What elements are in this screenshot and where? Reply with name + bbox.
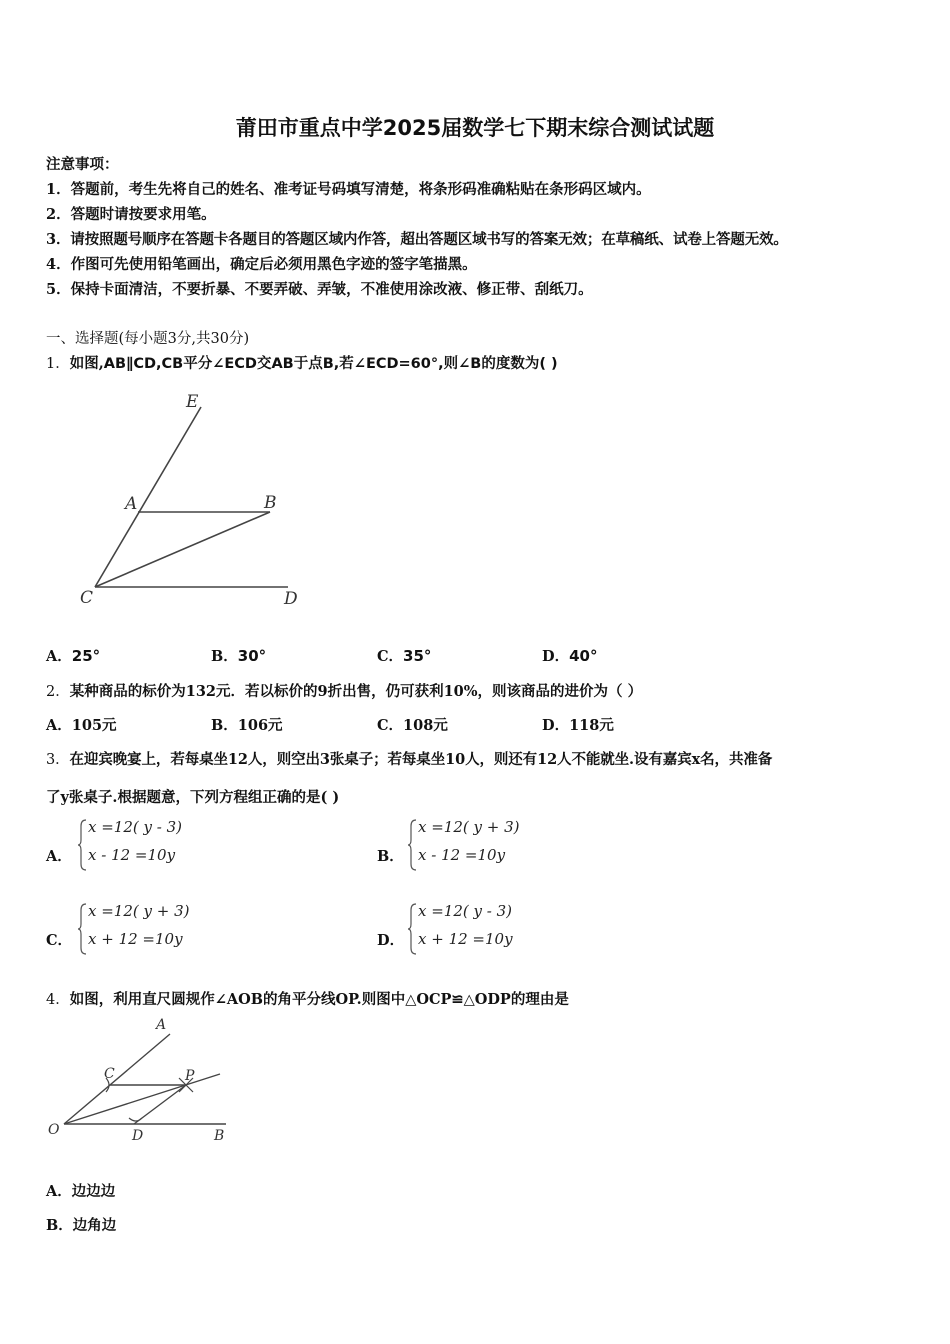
question-1-text: 1．如图,AB∥CD,CB平分∠ECD交AB于点B,若∠ECD=60°,则∠B的度数为( ) bbox=[46, 355, 558, 372]
q2-option-a[interactable]: A．105元 bbox=[46, 717, 117, 734]
label-c: C bbox=[80, 588, 94, 608]
notice-item: 2．答题时请按要求用笔。 bbox=[46, 206, 216, 223]
q4-option-a[interactable]: A．边边边 bbox=[46, 1183, 116, 1200]
brace-icon bbox=[408, 902, 418, 956]
label-p: P bbox=[185, 1068, 195, 1084]
label-b: B bbox=[214, 1128, 225, 1144]
line-cb bbox=[95, 512, 270, 587]
notice-item: 3．请按照题号顺序在答题卡各题目的答题区域内作答，超出答题区域书写的答案无效；在草稿纸、试卷上答题无效。 bbox=[46, 231, 788, 248]
equation: x =12( y + 3) bbox=[418, 818, 520, 836]
q1-option-a[interactable]: A．25° bbox=[46, 647, 101, 665]
question-3-text-line1: 3．在迎宾晚宴上，若每桌坐12人，则空出3张桌子；若每桌坐10人，则还有12人不能就坐.设有嘉宾x名，共准备 bbox=[46, 751, 773, 768]
page-title: 莆田市重点中学2025届数学七下期末综合测试试题 bbox=[235, 116, 715, 140]
equation: x =12( y - 3) bbox=[418, 902, 512, 920]
arc-mark-d bbox=[129, 1118, 142, 1121]
equation: x + 12 =10y bbox=[418, 930, 513, 948]
label-a: A bbox=[156, 1017, 167, 1033]
q2-option-d[interactable]: D．118元 bbox=[542, 717, 614, 734]
notice-item: 1．答题前，考生先将自己的姓名、准考证号码填写清楚，将条形码准确粘贴在条形码区域内。 bbox=[46, 181, 651, 198]
label-c: C bbox=[104, 1066, 115, 1082]
label-b: B bbox=[264, 493, 277, 513]
equation: x - 12 =10y bbox=[418, 846, 506, 864]
q3-option-d-label[interactable]: D． bbox=[377, 932, 405, 949]
label-a: A bbox=[125, 494, 138, 514]
notice-heading: 注意事项： bbox=[46, 156, 119, 173]
q3-option-c-label[interactable]: C． bbox=[46, 932, 73, 949]
q3-option-b-label[interactable]: B． bbox=[377, 848, 404, 865]
q3-option-b-equations[interactable] bbox=[408, 818, 608, 872]
ray-oa bbox=[64, 1034, 170, 1124]
q4-option-b[interactable]: B．边角边 bbox=[46, 1217, 117, 1234]
label-e: E bbox=[186, 392, 199, 412]
notice-item: 4．作图可先使用铅笔画出，确定后必须用黑色字迹的签字笔描黑。 bbox=[46, 256, 477, 273]
question-4-figure bbox=[40, 1012, 240, 1152]
label-o: O bbox=[48, 1122, 60, 1138]
ray-op bbox=[64, 1074, 220, 1124]
equation: x + 12 =10y bbox=[88, 930, 183, 948]
q3-option-d-equations[interactable] bbox=[408, 902, 608, 956]
question-2-text: 2．某种商品的标价为132元．若以标价的9折出售，仍可获利10%，则该商品的进价为（ ） bbox=[46, 683, 643, 700]
section-heading: 一、选择题(每小题3分,共30分) bbox=[46, 331, 250, 347]
q1-option-b[interactable]: B．30° bbox=[211, 647, 267, 665]
label-d: D bbox=[132, 1128, 144, 1144]
question-3-text-line2: 了y张桌子.根据题意，下列方程组正确的是( ) bbox=[46, 789, 340, 806]
q2-option-b[interactable]: B．106元 bbox=[211, 717, 283, 734]
q3-option-a-label[interactable]: A． bbox=[46, 848, 72, 865]
q3-option-a-equations[interactable] bbox=[78, 818, 278, 872]
question-4-text: 4．如图，利用直尺圆规作∠AOB的角平分线OP.则图中△OCP≌△ODP的理由是 bbox=[46, 991, 569, 1008]
brace-icon bbox=[78, 818, 88, 872]
q2-option-c[interactable]: C．108元 bbox=[377, 717, 448, 734]
q1-option-d[interactable]: D．40° bbox=[542, 647, 598, 665]
equation: x =12( y + 3) bbox=[88, 902, 190, 920]
brace-icon bbox=[408, 818, 418, 872]
label-d: D bbox=[284, 589, 298, 609]
question-1-figure bbox=[70, 385, 320, 625]
notice-item: 5．保持卡面清洁，不要折暴、不要弄破、弄皱，不准使用涂改液、修正带、刮纸刀。 bbox=[46, 281, 593, 298]
line-ce bbox=[95, 407, 201, 587]
q3-option-c-equations[interactable] bbox=[78, 902, 278, 956]
q1-option-c[interactable]: C．35° bbox=[377, 647, 432, 665]
equation: x =12( y - 3) bbox=[88, 818, 182, 836]
equation: x - 12 =10y bbox=[88, 846, 176, 864]
brace-icon bbox=[78, 902, 88, 956]
